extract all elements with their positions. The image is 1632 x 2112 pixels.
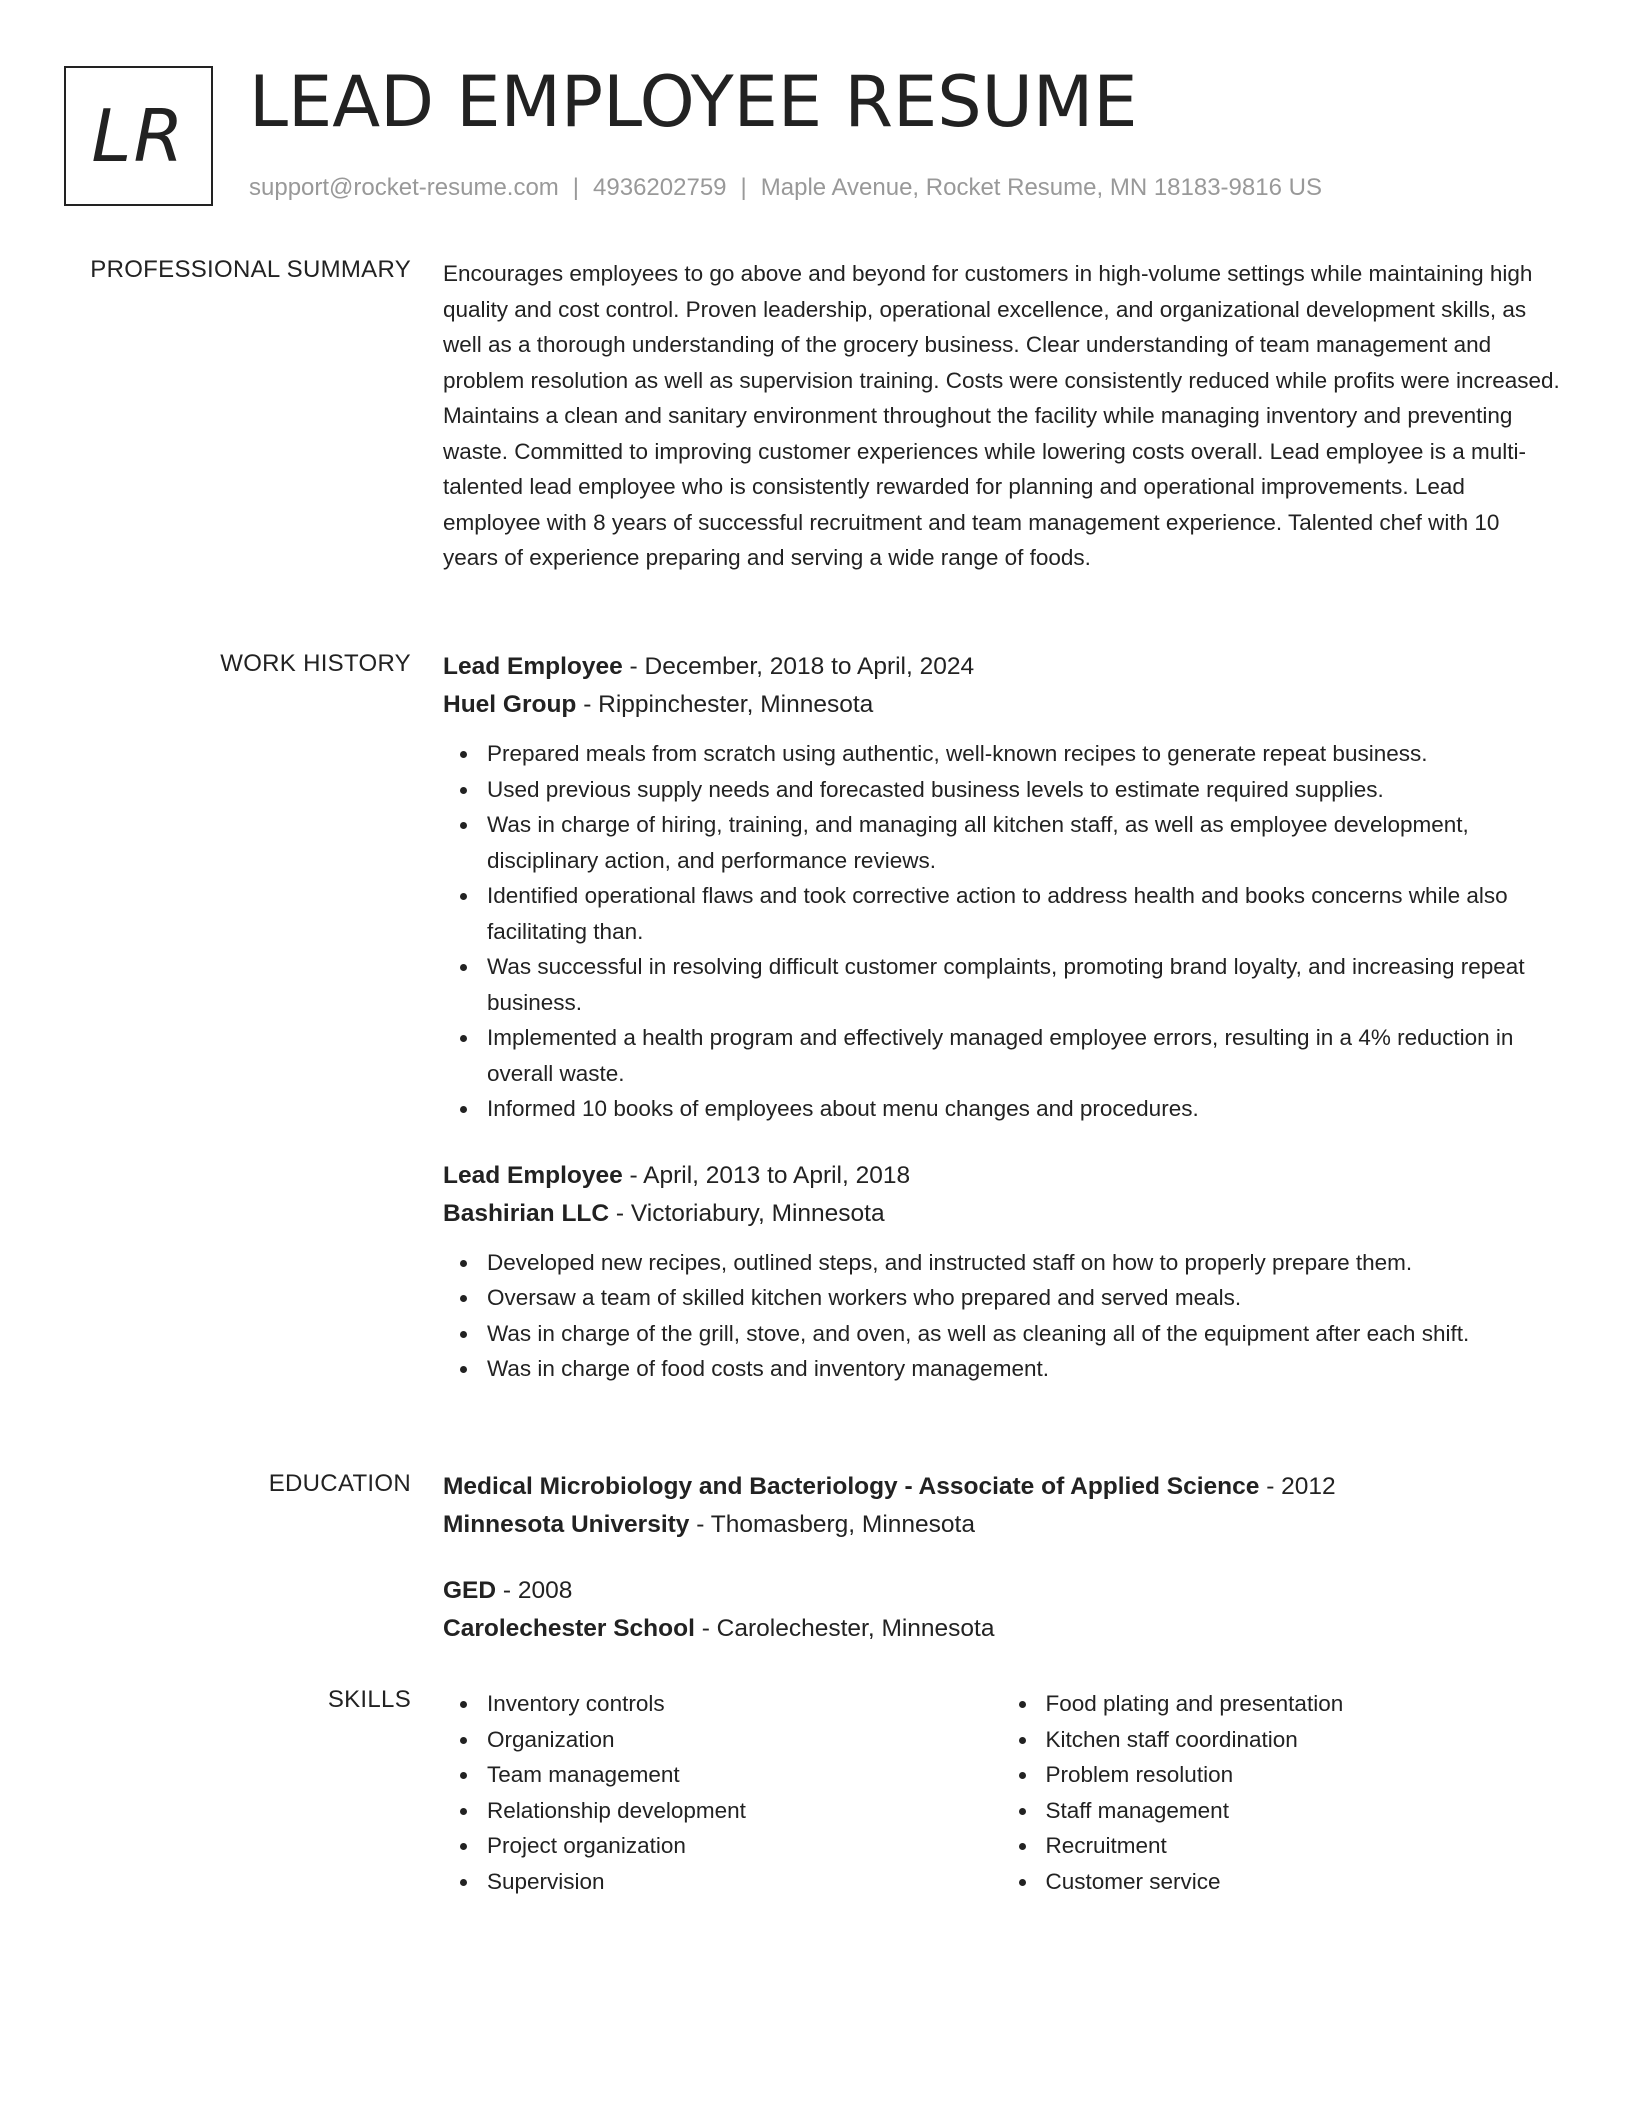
skills-body [443,1686,1560,1899]
job-title: Lead Employee [443,653,623,680]
skill-item: Staff management [1046,1793,1561,1829]
skill-item: Kitchen staff coordination [1046,1722,1561,1758]
skill-item: Relationship development [487,1793,1002,1829]
education-degree: Medical Microbiology and Bacteriology - Associate of Applied Science [443,1473,1260,1500]
job-company-line [443,1195,1560,1233]
contact-phone: 4936202759 [593,174,727,201]
contact-line [249,174,1322,202]
education-body [443,1468,1560,1676]
job-bullets [443,736,1560,1127]
work-history-body [443,648,1560,1417]
resume-header [64,61,1568,210]
skill-item: Project organization [487,1828,1002,1864]
job-bullet: Was in charge of food costs and inventory management. [487,1351,1560,1387]
job-entry [443,648,1560,1127]
job-company: Huel Group [443,691,577,718]
job-bullet: Identified operational flaws and took corrective action to address health and books concerns while also facilitating than. [487,878,1560,949]
skills-list-left [443,1686,1002,1899]
job-title-line [443,648,1560,686]
job-bullet: Implemented a health program and effectively managed employee errors, resulting in a 4% reduction in overall waste. [487,1020,1560,1091]
job-entry [443,1157,1560,1387]
job-title-line [443,1157,1560,1195]
job-bullet: Was in charge of hiring, training, and managing all kitchen staff, as well as employee development, disciplinary action, and performance reviews. [487,807,1560,878]
job-bullet: Informed 10 books of employees about menu changes and procedures. [487,1091,1560,1127]
education-degree-line [443,1572,1560,1610]
job-bullet: Was successful in resolving difficult customer complaints, promoting brand loyalty, and increasing repeat business. [487,949,1560,1020]
skill-item: Problem resolution [1046,1757,1561,1793]
skill-item: Team management [487,1757,1002,1793]
summary-label: PROFESSIONAL SUMMARY [90,256,411,283]
job-bullet: Used previous supply needs and forecasted business levels to estimate required supplies. [487,772,1560,808]
education-label: EDUCATION [268,1470,411,1497]
contact-email: support@rocket-resume.com [249,174,559,201]
job-company: Bashirian LLC [443,1199,610,1227]
summary-body [443,256,1560,576]
job-bullet: Developed new recipes, outlined steps, and instructed staff on how to properly prepare them. [487,1245,1560,1281]
contact-separator: | [572,174,580,201]
skills-label: SKILLS [327,1686,411,1713]
job-dates: - December, 2018 to April, 2024 [622,653,975,680]
job-company-line [443,686,1560,724]
education-year: - 2012 [1259,1473,1336,1500]
education-location: - Thomasberg, Minnesota [689,1511,975,1538]
education-location: - Carolechester, Minnesota [694,1615,995,1642]
education-school-line [443,1506,1560,1544]
job-location: - Rippinchester, Minnesota [576,691,874,718]
contact-separator: | [740,174,747,201]
education-entry [443,1572,1560,1648]
job-bullets [443,1245,1560,1387]
education-school: Minnesota University [443,1511,690,1538]
skill-item: Inventory controls [487,1686,1002,1722]
education-school: Carolechester School [443,1615,695,1642]
skill-item: Organization [487,1722,1002,1758]
education-degree: GED [443,1577,497,1604]
education-school-line [443,1610,1560,1648]
job-bullet: Was in charge of the grill, stove, and oven, as well as cleaning all of the equipment after each shift. [487,1316,1560,1352]
job-location: - Victoriabury, Minnesota [609,1199,885,1227]
resume-title: LEAD EMPLOYEE RESUME [249,61,1138,143]
monogram-logo: LR [64,66,213,206]
job-dates: - April, 2013 to April, 2018 [622,1161,911,1189]
skill-item: Food plating and presentation [1046,1686,1561,1722]
summary-text: Encourages employees to go above and beyond for customers in high-volume settings while maintaining high quality and cost control. Proven leadership, operational excellence, and organizational development skills, as well as a thorough understanding of the grocery business. Clear understanding of team management and problem resolution as well as supervision training. Costs were consistently reduced while profits were increased. Maintains a clean and sanitary environment throughout the facility while managing inventory and preventing waste. Committed to improving customer experiences while lowering costs overall. Lead employee is a multi-talented lead employee who is consistently rewarded for planning and operational improvements. Lead employee with 8 years of successful recruitment and team management experience. Talented chef with 10 years of experience preparing and serving a wide range of foods. [443,261,1560,570]
skills-list-right [1002,1686,1561,1899]
job-bullet: Oversaw a team of skilled kitchen workers who prepared and served meals. [487,1280,1560,1316]
skill-item: Recruitment [1046,1828,1561,1864]
skill-item: Customer service [1046,1864,1561,1900]
contact-address: Maple Avenue, Rocket Resume, MN 18183-9816 US [760,174,1322,201]
education-entry [443,1468,1560,1544]
education-degree-line [443,1468,1560,1506]
work-history-label: WORK HISTORY [220,650,411,677]
skills-grid [443,1686,1560,1899]
job-title: Lead Employee [443,1161,623,1189]
skill-item: Supervision [487,1864,1002,1900]
education-year: - 2008 [496,1577,573,1604]
job-bullet: Prepared meals from scratch using authentic, well-known recipes to generate repeat business. [487,736,1560,772]
